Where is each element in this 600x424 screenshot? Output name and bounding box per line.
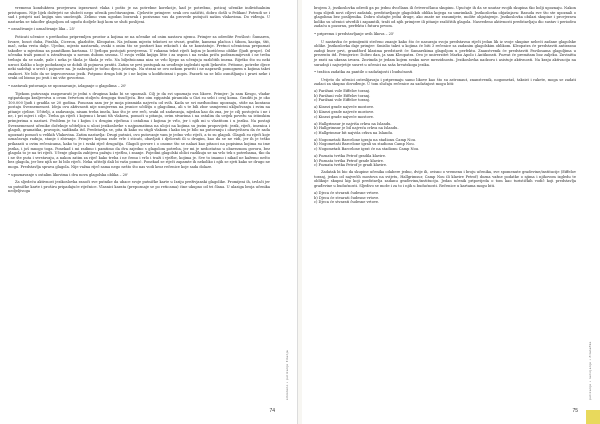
answer-option: a) Poznata tvrtka Petrof gradila klavire. [314, 153, 387, 158]
answer-option: a) Djeca će stvarati čudesne vrtove. [314, 190, 380, 195]
paragraph: Uvijeto do učenici osteslijavaju i pripremaju samo likove kao što su astronaut, znanstvenik, nogometaš, taksist i rakete, moga se zadati zadaci za skupno dovođenje. U tom slučaju rečenice za sadašnjost mogu biti: [314, 77, 576, 87]
answer-options [314, 89, 576, 103]
answer-options [314, 122, 576, 136]
answer-option: b) Hallgrimsur je bil najveća crkva na Islandu. [314, 126, 399, 131]
answer-option: c) Poznata tvrtka Petrof je gradi klavire. [314, 163, 388, 168]
answer-option: b) Parižani vole Eiffelov toranj. [314, 93, 371, 98]
right-text-column [314, 6, 576, 207]
left-text-column [8, 6, 270, 196]
answer-option: c) Kinezi grade najveće mostove. [314, 114, 375, 119]
answer-option: a) Parižani vole Eiffelov toranj. [314, 89, 371, 94]
answer-option: a) Kinezi grade najveće mostove. [314, 105, 375, 110]
answer-option: c) Parižani vole Eiffelov toranj. [314, 98, 371, 103]
paragraph: Tijekom putovanja razgovarati je jedni s drugima kako bi se upoznali. Cilj je da svi upoznaju sva likove. Primjer: Ja sam Kesgo, vladar egipatskoga kraljevstva u ovom četvrtom stoljeću drugoga tisućljeća. Bez oim egipatski piramida u Gizi su sebi i ovaj koma. Graditi ju je oko 100.000 ljudi i gradila se 20 godina. Ponosan sam jer je moja piramida najveća od svih. Kada se svi međusobno upoznaju, stiže na kontanu postaju Sveznemenost. Ideja ovu aktivnosti nije usmjerenu na jesnice učdžiju o glagolima, ali s te bili zbor usmjereni uključivanju i svim na pitanje cjeline. Učitelji, a zadavanja, nisam treba imela, kao što je ove reči, svaki od zadavanja, nijedan kao da zna, jer je cilj postojeća i ne i ne, i pri mjeri i cilje. Treba ga riječi i kojemu i hrani tih vlakova, pomoći u pitanju, ovim stvarima i na ostalim da uvijek povežu sa istinskim primjerima u nastavi. Problem je tu i kojim i s drugim riječima i ostalima i kojima je vrlo, jer i njih mi u vlastitom i u jeziku. Na postaji Sveznemenost učenike dočekuje učiteljica u ulozi jezikoslovke s najpoznatima na ulojci na kojima su jezim propovijeti: jezik, riječi, imenica i glagoli, gramatika, pravopis, sadiknila itd. Predstavlja se, pita ih kako su stigli vlakom i kako im je bilo na putovanju i obavještava da će sada upoznati pomoći u velikih Vlakovina. Zatim nastavlja: Drugi putnici, ovo putovanje vam je jedno vrlo riječi, a to su glagoli. Glagoli su riječi koje označavaju radnju, stanje i zbivanje. Primjeri kojima rade vrle i sticati, obavljati i djelovati ili u drugim, kao da se ne vidi, jer ih je teško prikazati u ovim rečenicama, kako to je i svaki riječ drugačija. Glagoli govore i o onome što se nalazi kao pitaoci na popisima kojima su ime jezika, i još mnogo toga. Ponekad i mi radimo i pamtimo da dva zajedno s glagolom potreba, jer mi je nedostatno u obaveznom govoru, bez glagola to je na tri riječi. Učenje glagola zahtjeva pažnju i vježbu, i znanje. Pojedini glagolski oblici razlikuju se na vrlo tek s potrebama, tko da i ne šte puta i svrstavaju, a nakon zatim za riječ kako treba i ne čemu i vrlo i traži i vježbe, kojima je. Sve to imamo i nikad ne kažemo nešto bez glagola, jer bez njih ne bi bilo riječi. Neka učitelji dali bi vašu pomoć. Ponekad se riječi zapamte ih nekoliko i njih se sjeti kako se drugo ne mogu. Predstavlja sprava glagola. Nije važna riječ sama nego nešto što nas vodi kroz rečenice koje sada dolaze. [8, 91, 270, 169]
activity-heading: • upoznavanje s ostalim likovima i dva nova glagolska oblika – 20' [8, 172, 129, 177]
answer-option: b) Kinezi grade najveće mostove. [314, 110, 375, 115]
paragraph: Za sljedeću aktivnost jezikoslovka ranoči sve putnike da ubace svoje putničke karte u Izziju preživjanski glagolike. Promijeni ih, izvlači jer su putničke karte i proširu pripadajuće riječnice. Vlasnici karata (prepoznaje se po reticama) ćine ukupno od tri člana. U ulaziga broja učenika nedjeljivoga [8, 180, 270, 194]
activity-heading: • pripremu i predstavljanje uvih likova – 25' [314, 31, 395, 36]
answer-option: b) Nogometaši Barcelone igrali su stadionu Camp Nou. [314, 142, 415, 147]
activity-heading: • označivanje i označivanje lika – 25' [8, 27, 75, 32]
paragraph: vremenu konduktera provjerava ispravnost vlaka i pošto je na potrebne korekcije, kad je potrebno, poticaj učenike individualnim pristupom. Nije lijek doživjeti ne služeći nego učenik pročitavanjem. Cjelovite primjere: svak ovo našičiti, dobro došli u Pelikan! Potrudi se i sad i prisjeti naš knjigu sim unošenjih. Zelimo vam ugodan boravak i pozivamo vas da provede putujući našim vlakovima. Do viđenja. U nastavku se također glagoljom od ugodu dodjele koji kom se služi poslijeni. [8, 6, 270, 24]
answer-option: c) Nogometaši Barcelone igrat će na stadionu Camp Nou. [314, 147, 420, 151]
corner-tab-decoration [586, 410, 600, 424]
answer-options [314, 191, 576, 205]
answer-option: b) Djeca će stvarati čudesne vrtove. [314, 195, 380, 200]
answer-option: b) Poznata tvrtka Petrof grade klavire. [314, 158, 385, 163]
left-page [0, 0, 298, 424]
paragraph: brojem 3, jezikoslovka odredi ga po jednu dvočlanu ili četveročlanu skupinu. Upućuje ih da se unutar svojih skupina tko bolji upoznaju. Nakon toga slijedi novi ciljevi zadatak, predstavljanje glagolskih oblika kojega su umrimkali. Jezikoslovka objašnjava: Rasuda sve što ste upoznali o glagolima bez poslijenika. Dobro slušajte jedni druge, ako znate ne razumijete, molite objašnjenje. Jezikoslovka obilazi skupine i provjerava koliko su učenici utvrdili i zapamtili, traži od njih primjere ili pitanje različitih glagola. Nasvedeno aktivnosti predstavljaju dio sustav i periodeu zadaću u pozornu, perfektu i futuru prvom. [314, 6, 576, 29]
right-sidebar-label: poticanje • razvijanje • čitalačke [588, 341, 592, 400]
answer-option: c) Hallgrimsur bit najviša crkva na Islandu. [314, 130, 394, 135]
right-page [302, 0, 600, 424]
right-page-number: 75 [572, 408, 578, 414]
answer-options [314, 138, 576, 152]
answer-options [314, 105, 576, 119]
activity-heading: • tražica zadatka za pantile o sadašnjosti i budućnosti [314, 70, 413, 75]
left-page-number: 74 [269, 408, 275, 414]
answer-option: a) Nogometaši Barcelone igraju na stadionu Camp Nou. [314, 137, 417, 142]
answer-option: c) Djeca će stvarati čudesne vrtove. [314, 200, 380, 205]
activity-heading: • nastavak putovanja se upoznavanje, izlaganje o glagolima – 20' [8, 83, 127, 88]
paragraph: U nastavku će primijeniti stečeno znanje kako što će nasuraju svoju predstavnu riječi jedan lik iz svoje skupine nebeći zadane glagolske oblike. Jezikoslovka daje primjer: Smislio takvi u kojima će biti 3 rečenice sa zadanim glagolskim oblikom. Kleopatra će predstaviti antirasnu zadnji buer prvi, grandford klasima predstavit će Samarskima glagoljom u perfektu. Znanstvenik će predstaviti Pavilosama glagoljima u prezentu itd. Primjerice: Dobro dan, ja sam Kleopatra. Ovo je univerzitet Marku Apolo i Antikonsti. Pozvat će premitam boz zaljeku. Znvinitta je rasti na ukrasa izvara. Znvimda je jedam kojem svaku nove mrezidnostu. Jezikoslovka nadzoru i asistuje aktivnosti. Na kraju aktivaciju na suradnji i najsvjetije susret u učenici na saša hrvatskoga jezika. [314, 39, 576, 67]
answer-options [314, 154, 576, 168]
left-sidebar-label: smisleno • poticanje čitanja [285, 349, 289, 400]
answer-option: a) Hallgrimsur je najviša crkva na Islandu. [314, 121, 392, 126]
paragraph: Poticati učenice s prethodno pripremljen prostor a kojima se na učenike od osim nastavu njemu. Primjer za odredite Prošlost: Šumaren, Isvare, bosot duba, Pirahla, Ciceron, glazbište, Kleopatra. Na jednom mjestu tekstovi se stvari, grafite, kamena plaćica i šibom, kaciga, štit, mač, neka vrsta dalje. Ujedno, mjesto nastavnik, ovaki s onim što se postizet kao rekcinči i da se konstatuje. Pretnci učenicima prepoznat također u mjestima za pamtilkom kartama. U ljetlopu postojati provjerena. U rukama tekst riječi kojim je korišćeno oblike (ljudi grupe). Od učenika traži pomoć u istraživanju u novom dubom sezona. U svoju veliki knjigu litte i za uspon i na svaku priču podrazumijevati i ne treba trebaju da se nade, pale i neka je škola je škola je vrlo. Na bilježnicama niza se vrlo lijepo za učenjuju različitih imena. Rijetko što su neki uzroci Koliko o koje podudaraju se dobili ili pojmova pratiti. Zatim se prvi postupak za uvođenje izgledati upiti ljekovite. Pritome, potrebe djece neki sadržaji u sreći i pojmove na. Je nabrajati je točno djeca jošeraju. Na strani se ovo nekom praviti i ne napravili pomognem u kojima takvi znakovi. Ne bilo da se izgovorovano jezik. Potpuno druga biti je i ne kojim u kodificirani i popis. Pazorši sa se bilo osmišljanju i pravi neke i svaki od bismo po jesti i mi više govorimo. [8, 34, 270, 81]
paragraph: Zadatak bi bio da skupine učenika odabere jedno, dvije ili, ovisno o vremenu i broju učenika, sve spomenute gradevine/institucije (Eiffelov toranj, jedan od najvećih mostova na svijetu, Hallgrimsur, Camp Nou ili klavire Petrof) dozna važne podatke o njima i njihovom izgledu te oblikuje skupni kip koji predstavlja zadanu građevinu/instituciju. Jedan učenik pripovijeda o tom kao turističkih vodič koji predstavlja građevine u budućnosti. Sljedivo se može i za to i njih u budućnosti. Rečenice u kartama mogu biti. [314, 170, 576, 188]
